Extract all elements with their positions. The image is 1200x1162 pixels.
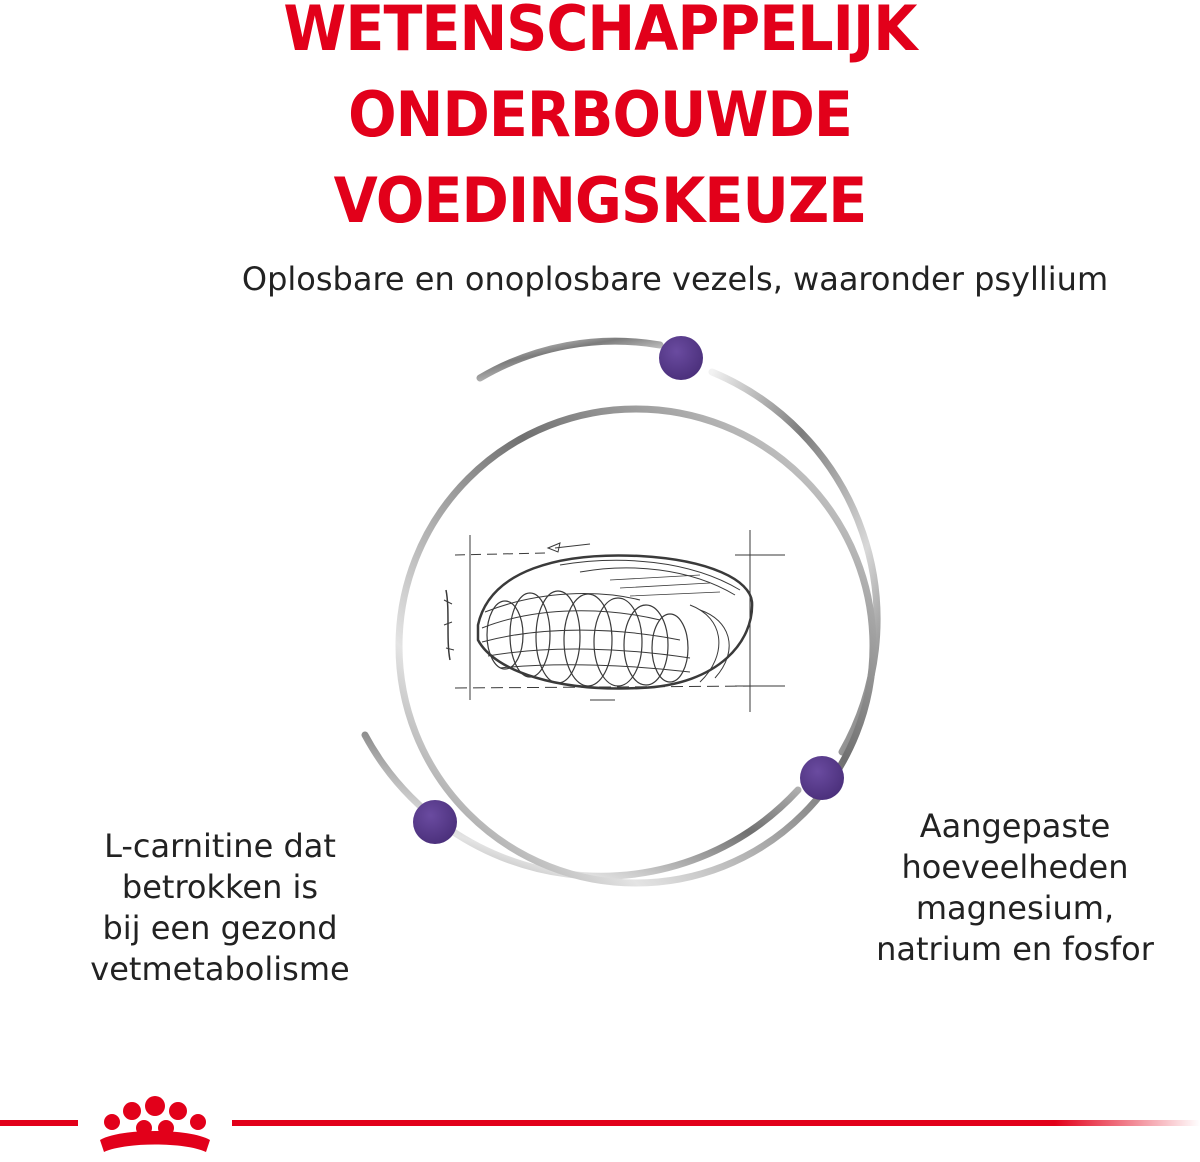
dot-right: [800, 756, 844, 800]
benefit-right-line: Aangepaste: [919, 807, 1111, 845]
dot-top: [659, 336, 703, 380]
benefit-right-line: magnesium,: [915, 889, 1115, 927]
footer-line-right: [232, 1120, 1200, 1126]
benefit-right-line: hoeveelheden: [901, 848, 1129, 886]
benefit-left: [60, 826, 380, 990]
kibble-sketch-icon: [444, 530, 785, 712]
page-title: [48, 0, 1152, 244]
title-line-1: WETENSCHAPPELIJK ONDERBOUWDE: [283, 0, 917, 151]
benefit-left-line: L-carnitine dat: [104, 827, 336, 865]
benefit-left-line: bij een gezond: [102, 909, 338, 947]
benefit-right: [855, 806, 1175, 970]
benefit-right-line: natrium en fosfor: [876, 930, 1154, 968]
footer-line-left: [0, 1120, 78, 1126]
outer-arc: [365, 341, 877, 876]
benefit-left-line: betrokken is: [121, 868, 319, 906]
benefit-left-line: vetmetabolisme: [90, 950, 350, 988]
title-line-2: VOEDINGSKEUZE: [333, 164, 867, 237]
royal-canin-crown-logo: [100, 1096, 210, 1152]
benefit-top: Oplosbare en onoplosbare vezels, waaronder psyllium: [241, 260, 1109, 298]
dot-left: [413, 800, 457, 844]
